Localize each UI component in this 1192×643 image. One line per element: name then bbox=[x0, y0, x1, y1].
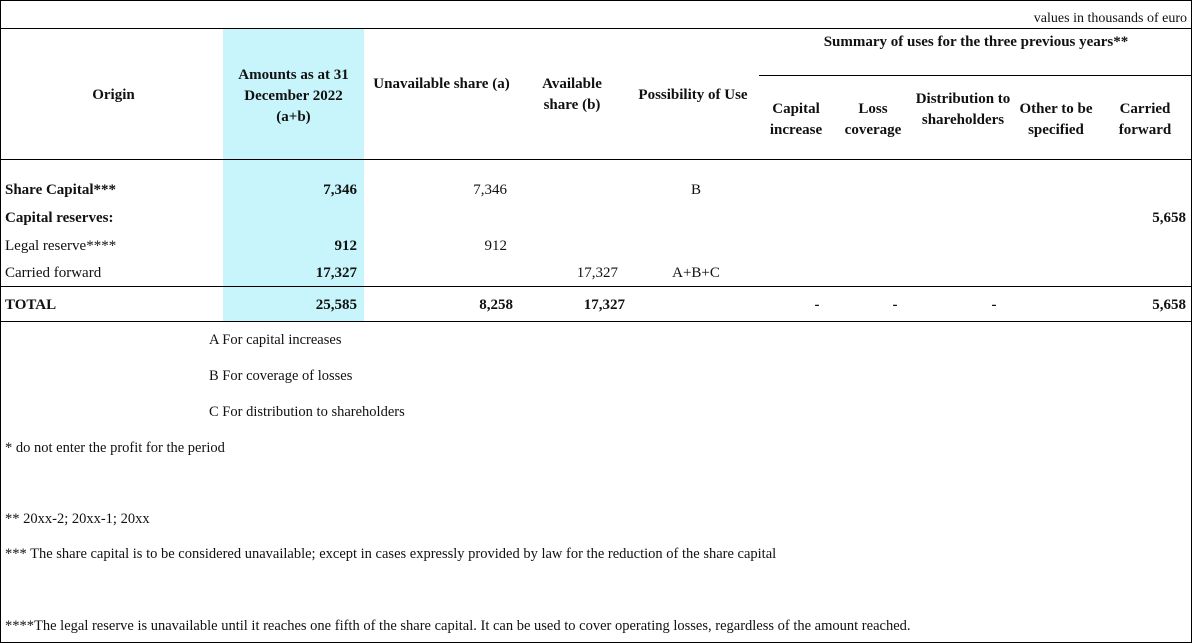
row-unavailable: 7,346 bbox=[473, 182, 507, 198]
legend-item bbox=[209, 331, 341, 349]
legend-text: For capital increases bbox=[222, 332, 342, 348]
row-available: 17,327 bbox=[576, 265, 618, 281]
rule-after-total bbox=[1, 321, 1191, 322]
legend-text: For distribution to shareholders bbox=[222, 404, 405, 420]
row-amount: 17,327 bbox=[315, 265, 357, 281]
total-label: TOTAL bbox=[5, 297, 57, 313]
total-amount: 25,585 bbox=[315, 297, 357, 313]
legend-item bbox=[209, 367, 352, 385]
total-available: 17,327 bbox=[583, 297, 625, 313]
footnote-legal-reserve: ****The legal reserve is unavailable until it reaches one fifth of the share capital. It can be used to cover operating losses, regardless of the amount reached. bbox=[5, 618, 911, 634]
row-origin: Carried forward bbox=[5, 265, 102, 281]
total-capital-increase: - bbox=[814, 297, 820, 313]
header-origin: Origin bbox=[92, 87, 135, 103]
rule-summary bbox=[759, 75, 1191, 76]
subheader-other: Other to be specified bbox=[1019, 101, 1093, 138]
row-amount: 912 bbox=[334, 238, 357, 254]
total-unavailable: 8,258 bbox=[479, 297, 513, 313]
legend-code: B bbox=[209, 368, 219, 384]
footnote-years: ** 20xx-2; 20xx-1; 20xx bbox=[5, 511, 150, 527]
legend-text: For coverage of losses bbox=[222, 368, 353, 384]
row-unavailable: 912 bbox=[484, 238, 507, 254]
header-amounts: Amounts as at 31 December 2022 (a+b) bbox=[238, 67, 349, 125]
row-carried-forward: 5,658 bbox=[1152, 210, 1186, 226]
row-origin: Legal reserve**** bbox=[5, 238, 117, 254]
footnote-profit: * do not enter the profit for the period bbox=[5, 440, 225, 456]
row-amount: 7,346 bbox=[323, 182, 357, 198]
subheader-capital-increase: Capital increase bbox=[769, 101, 823, 138]
legend-code: A bbox=[209, 332, 219, 348]
total-carried-forward: 5,658 bbox=[1152, 297, 1186, 313]
row-possibility: A+B+C bbox=[672, 265, 720, 281]
rule-before-total bbox=[1, 286, 1191, 287]
header-unavailable: Unavailable share (a) bbox=[373, 76, 510, 92]
total-distribution: - bbox=[991, 297, 997, 313]
row-possibility: B bbox=[690, 182, 701, 198]
header-possibility: Possibility of Use bbox=[638, 87, 748, 103]
subheader-distribution: Distribution to shareholders bbox=[915, 91, 1011, 128]
rule-top bbox=[1, 28, 1191, 29]
subheader-loss-coverage: Loss coverage bbox=[844, 101, 902, 138]
legend-item bbox=[209, 403, 405, 421]
subheader-carried-forward: Carried forward bbox=[1118, 101, 1172, 138]
footnote-share-capital: *** The share capital is to be considered unavailable; except in cases expressly provided by law for the reduction of the share capital bbox=[5, 546, 777, 562]
rule-header-bottom bbox=[1, 159, 1191, 160]
row-origin: Capital reserves: bbox=[5, 210, 114, 226]
total-loss-coverage: - bbox=[892, 297, 898, 313]
row-origin: Share Capital*** bbox=[5, 182, 116, 198]
header-available: Available share (b) bbox=[542, 76, 602, 113]
unit-note: values in thousands of euro bbox=[1033, 11, 1187, 26]
legend-code: C bbox=[209, 404, 219, 420]
header-summary: Summary of uses for the three previous years** bbox=[823, 34, 1129, 50]
